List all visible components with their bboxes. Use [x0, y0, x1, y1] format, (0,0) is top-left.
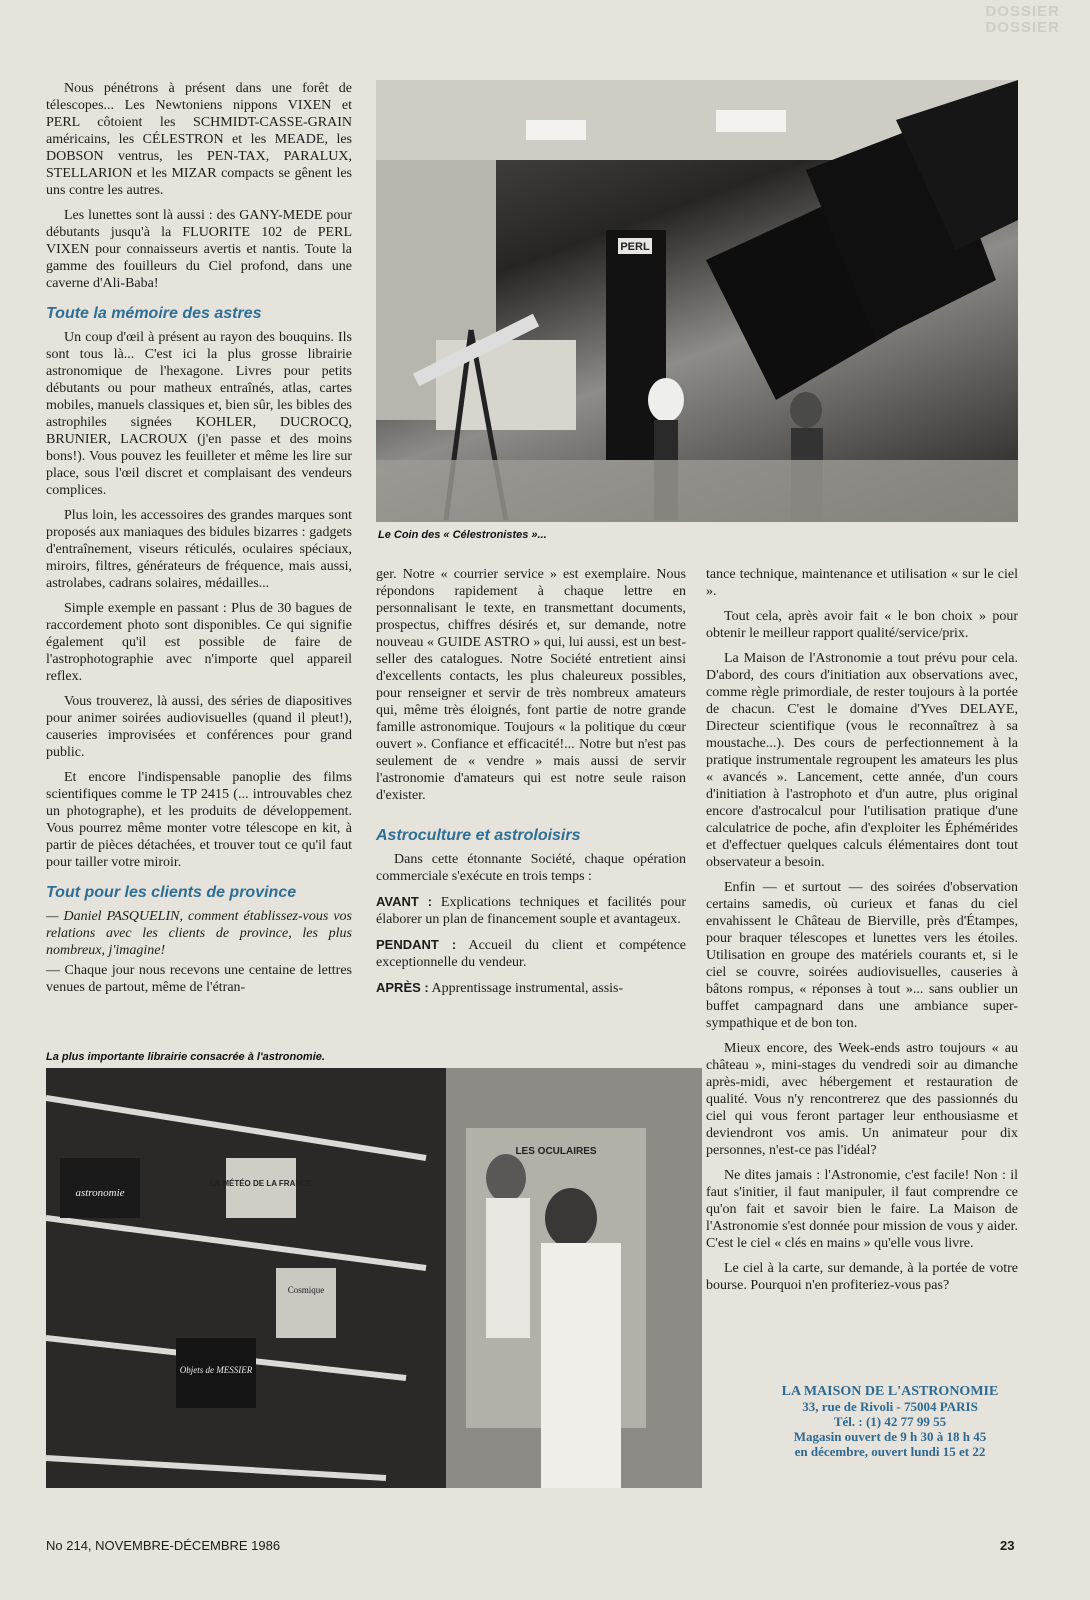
paragraph: Simple exemple en passant : Plus de 30 bagues de raccordement photo sont disponibles. Ce qui signifie également qu'il est possible de faire de l'astrophotographie avec n'importe quel appareil reflex.	[46, 601, 352, 684]
paragraph: Ne dites jamais : l'Astronomie, c'est facile! Non : il faut s'initier, il faut manipuler, il faut comprendre ce qu'on fait et savoir bien le faire. La Maison de l'Astronomie s'est donnée pour mission de vous y aider. C'est le ciel « clés en mains » qu'elle vous livre.	[706, 1168, 1018, 1251]
interview-answer: — Chaque jour nous recevons une centaine de lettres venues de partout, même de l'étran-	[46, 963, 352, 995]
book-meteo: LA MÉTÉO DE LA FRANCE	[209, 1179, 313, 1188]
step-avant: AVANT : Explications techniques et facilités pour élaborer un plan de financement souple et avantageux.	[376, 894, 686, 927]
step-apres: APRÈS : Apprentissage instrumental, assis-	[376, 980, 624, 996]
paragraph: Plus loin, les accessoires des grandes marques sont proposés aux maniaques des bidules bizarres : gadgets d'entraînement, viseurs réticulés, oculaires spéciaux, miroirs, filtres, générateurs de fréquence, mais aussi, astrolabes, cadrans solaires, médailles...	[46, 508, 352, 591]
paragraph: Les lunettes sont là aussi : des GANY-MEDE pour débutants jusqu'à la FLUORITE 102 de PERL VIXEN pour connaisseurs avertis et nantis. Toute la gamme des fouilleurs du Ciel profond, dans une caverne d'Ali-Baba!	[46, 208, 352, 291]
paragraph: tance technique, maintenance et utilisation « sur le ciel ».	[706, 567, 1018, 599]
photo2-caption: La plus importante librairie consacrée à l'astronomie.	[46, 1051, 325, 1063]
telescopes-photo	[376, 80, 1018, 522]
paragraph: Dans cette étonnante Société, chaque opération commerciale s'exécute en trois temps :	[376, 852, 686, 884]
page-number: 23	[1000, 1538, 1015, 1553]
shop-phone: Tél. : (1) 42 77 99 55	[833, 1414, 947, 1429]
section-heading: Tout pour les clients de province	[46, 884, 297, 901]
paragraph: La Maison de l'Astronomie a tout prévu pour cela. D'abord, des cours d'initiation aux observations avec, comme règle primordiale, de rester toujours à la portée de chacun. C'est le domaine d'Yves DELAYE, Directeur scientifique (vous le reconnaîtrez à sa moustache...). Des cours de perfectionnement à la pratique instrumentale regroupent les amateurs les plus « avancés ». Lancement, cette année, d'un cours d'initiation à l'astrophoto et d'un autre, plus original encore d'astrocalcul pour l'utilisation pratique d'une calculatrice de poche, afin d'exploiter les Éphémérides et d'effectuer quelques calculs élémentaires dont tout observateur a besoin.	[706, 651, 1018, 870]
shop-name: LA MAISON DE L'ASTRONOMIE	[781, 1384, 999, 1399]
shop-hours: Magasin ouvert de 9 h 30 à 18 h 45	[793, 1429, 987, 1444]
section-heading: Astroculture et astroloisirs	[376, 827, 581, 844]
interview-question: — Daniel PASQUELIN, comment établissez-vous vos relations avec les clients de province, les plus nombreux, j'imagine!	[46, 909, 352, 958]
section-tag: DOSSIER DOSSIER	[985, 3, 1060, 36]
perl-sign: PERL	[620, 241, 650, 253]
paragraph: Nous pénétrons à présent dans une forêt de télescopes... Les Newtoniens nippons VIXEN et PERL côtoient les SCHMIDT-CASSE-GRAIN américains, les CÉLESTRON et les MEADE, les DOBSON ventrus, les PEN-TAX, PARALUX, STELLARION et les MIZAR compacts se gênent les uns contre les autres.	[46, 81, 352, 198]
paragraph: Et encore l'indispensable panoplie des films scientifiques comme le TP 2415 (... introuvables chez un photographe), et les produits de développement. Vous pourrez même monter votre télescope en kit, à partir de pièces détachées, et trouver tout ce qu'il faut pour tailler votre miroir.	[46, 770, 352, 870]
bookstore-photo	[46, 1068, 702, 1488]
book-astronomie: astronomie	[75, 1187, 125, 1199]
oculaires-banner: LES OCULAIRES	[515, 1146, 597, 1157]
paragraph: Tout cela, après avoir fait « le bon choix » pour obtenir le meilleur rapport qualité/service/prix.	[706, 609, 1018, 641]
column-1	[46, 80, 352, 1004]
paragraph: Un coup d'œil à présent au rayon des bouquins. Ils sont tous là... C'est ici la plus grosse librairie astronomique de l'hexagone. Livres pour petits débutants ou pour matheux entraînés, atlas, cartes mobiles, manuels classiques et, bien sûr, les bibles des astrophiles signées KOHLER, DUCROCQ, BRUNIER, LACROUX (j'en passe et des moins bons!). Vous pouvez les feuilleter et même les lire sur place, sous l'œil discret et complaisant des vendeurs complices.	[46, 330, 352, 498]
paragraph: ger. Notre « courrier service » est exemplaire. Nous répondons rapidement à chaque lettre en personnalisant le texte, en transmettant documents, prospectus, chiffres désirés et, sur demande, notre nouveau « GUIDE ASTRO » qui, lui aussi, est un best-seller des catalogues. Notre Société entretient ainsi d'excellents contacts, les plus chaleureux possibles, pour renseigner et servir de très nombreux amateurs qui, même très éloignés, font partie de notre grande famille astronomique. Toujours « la politique du cœur ouvert ». Confiance et efficacité!... Notre but n'est pas seulement de « vendre » mais aussi de servir l'astronomie d'amateurs qui est notre seule raison d'exister.	[376, 567, 686, 803]
bookstore-illustration	[46, 1068, 702, 1488]
book-cosmique: Cosmique	[287, 1285, 325, 1295]
column-3	[706, 566, 1018, 1302]
paragraph: Vous trouverez, là aussi, des séries de diapositives pour animer soirées audiovisuelles (quand il pleut!), causeries improvisées et conférences pour grand public.	[46, 694, 352, 760]
column-2	[376, 566, 686, 1005]
issue-info: No 214, NOVEMBRE-DÉCEMBRE 1986	[46, 1538, 281, 1553]
photo1-caption: Le Coin des « Célestronistes »...	[378, 529, 547, 541]
paragraph: Enfin — et surtout — des soirées d'observation certains samedis, où curieux et fanas du ciel envahissent le Château de Bierville, près d'Étampes, pour braquer télescopes et lunettes vers les étoiles. Utilisation en groupe des matériels courants et, si le ciel se couvre, soirées audiovisuelles, causeries à bâtons rompus, « réponses à tout »... sans oublier un buffet campagnard dans une ambiance super-sympathique et de bon ton.	[706, 880, 1018, 1031]
telescopes-illustration	[376, 80, 1018, 522]
section-heading: Toute la mémoire des astres	[46, 305, 262, 322]
address-block	[730, 1384, 1050, 1459]
shop-december: en décembre, ouvert lundi 15 et 22	[794, 1444, 986, 1459]
paragraph: Le ciel à la carte, sur demande, à la portée de votre bourse. Pourquoi n'en profiteriez-vous pas?	[706, 1261, 1018, 1293]
step-pendant: PENDANT : Accueil du client et compétence exceptionnelle du vendeur.	[376, 937, 686, 970]
shop-street: 33, rue de Rivoli - 75004 PARIS	[802, 1399, 978, 1414]
book-messier: Objets de MESSIER	[179, 1365, 253, 1375]
paragraph: Mieux encore, des Week-ends astro toujours « au château », mini-stages du vendredi soir au dimanche après-midi, avec hébergement et restauration de qualité. Vous n'y rencontrerez que des passionnés du ciel qui vous feront partager leur enthousiasme et deviendront vos amis. Un animateur pour dix personnes, n'est-ce pas l'idéal?	[706, 1041, 1018, 1158]
